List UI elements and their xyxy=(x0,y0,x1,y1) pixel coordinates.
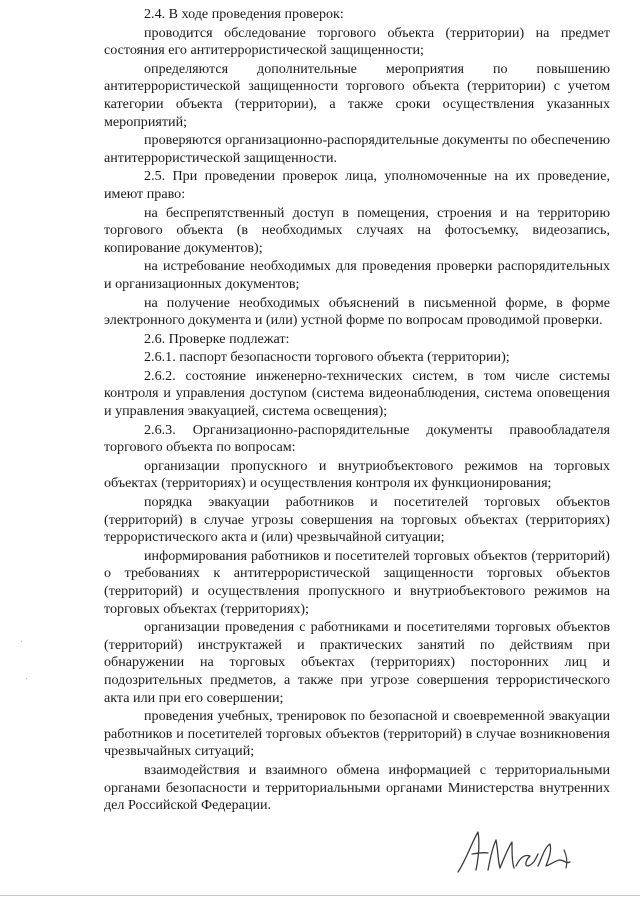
paragraph-access-regime: организации пропускного и внутриобъектового режимов на торговых объектах (территориях) и осуществления контроля их функционирования; xyxy=(104,457,610,492)
paragraph-informing: информирования работников и посетителей торговых объектов (территорий) о требованиях к антитеррористической защищенности торговых объектов (территорий) и осуществления пропускного и внутриобъектового режимов на торговых объектах (территориях); xyxy=(104,547,610,617)
paragraph-2-6-heading: 2.6. Проверке подлежат: xyxy=(144,330,290,347)
page-bottom-edge xyxy=(0,895,640,896)
paragraph-2-5-heading: 2.5. При проведении проверок лица, уполномоченные на их проведение, имеют право: xyxy=(104,168,610,202)
paragraph-evacuation-order: порядка эвакуации работников и посетителей торговых объектов (территорий) в случае угрозы совершения на торговых объектах (территориях) террористического акта и (или) чрезвычайной ситуации; xyxy=(104,494,610,546)
paragraph-access-right: на беспрепятственный доступ в помещения, строения и на территорию торгового объекта (в необходимых случаях на фотосъемку, видеозапись, копирование документов); xyxy=(104,204,610,256)
paragraph-2-6-2: 2.6.2. состояние инженерно-технических систем, в том числе системы контроля и управления доступом (система видеонаблюдения, система оповещения и управления эвакуацией, система освещения); xyxy=(104,367,610,420)
paragraph-documents-check: проверяются организационно-распорядительные документы по обеспечению антитеррористической защищенности. xyxy=(104,132,610,166)
paragraph-instructions: организации проведения с работниками и посетителями торговых объектов (территорий) инструктажей и практических занятий по действиям при обнаружении на торговых объектах (территориях) посторонних лиц и подозрительных предметов, а также при угрозе совершения террористического акта или при его совершении; xyxy=(104,619,610,706)
paragraph-inspection-survey: проводится обследование торгового объекта (территории) на предмет состояния его антитеррористической защищенности; xyxy=(104,24,610,59)
scan-speck xyxy=(21,641,22,642)
paragraph-2-4-heading: 2.4. В ходе проведения проверок: xyxy=(144,6,344,22)
paragraph-cooperation: взаимодействия и взаимного обмена информацией с территориальными органами безопасности и территориальными органами Министерства внутренних дел Российской Федерации. xyxy=(104,761,610,814)
document-body xyxy=(104,6,610,816)
scan-speck xyxy=(26,678,27,679)
paragraph-2-6-1: 2.6.1. паспорт безопасности торгового объекта (территории); xyxy=(144,349,510,366)
paragraph-additional-measures: определяются дополнительные мероприятия по повышению антитеррористической защищенности торгового объекта (территории) с учетом категории объекта (территории), а также сроки осуществления указанных мероприятий; xyxy=(104,60,610,130)
paragraph-explanations: на получение необходимых объяснений в письменной форме, в форме электронного документа и (или) устной форме по вопросам проводимой проверки. xyxy=(104,294,610,329)
handwritten-signature xyxy=(452,820,582,880)
paragraph-request-documents: на истребование необходимых для проведения проверки распорядительных и организационных документов; xyxy=(104,258,610,292)
paragraph-2-6-3: 2.6.3. Организационно-распорядительные документы правообладателя торгового объекта по вопросам: xyxy=(104,421,610,456)
paragraph-training: проведения учебных, тренировок по безопасной и своевременной эвакуации работников и посетителей торговых объектов (территорий) в случае возникновения чрезвычайных ситуаций; xyxy=(104,708,610,760)
